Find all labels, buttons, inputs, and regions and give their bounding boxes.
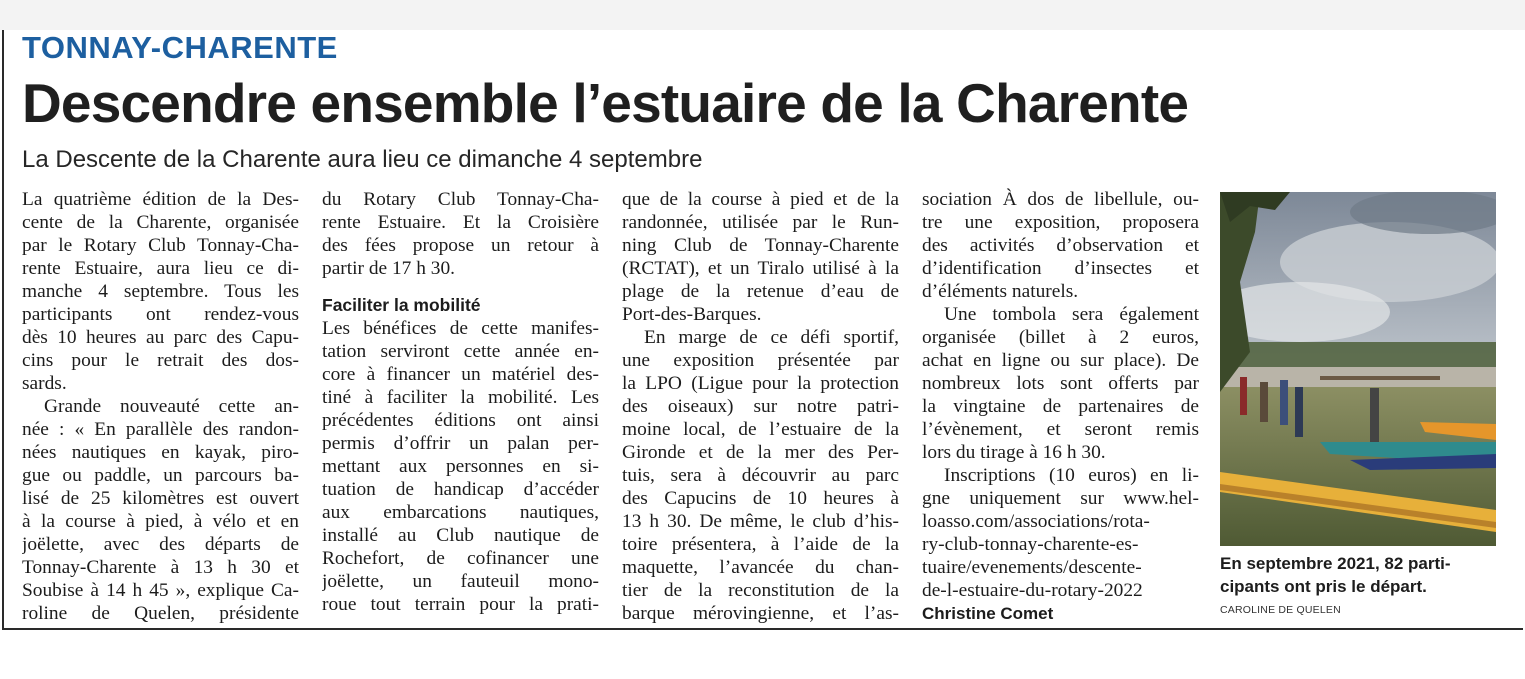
text-line: randonnée, utilisée par le Run-: [622, 212, 899, 233]
text-line: à la course à pied, à vélo et en: [22, 511, 299, 532]
text-line: Les bénéfices de cette manifes-: [322, 318, 599, 339]
text-line: d’identification d’insectes et: [922, 258, 1199, 279]
photo-caption-line-2: cipants ont pris le départ.: [1220, 577, 1427, 596]
photo-caption: [1220, 552, 1505, 598]
text-line: ry-club-tonnay-charente-es-: [922, 534, 1139, 555]
text-line: lisé de 25 kilomètres est ouvert: [22, 488, 299, 509]
text-line: sociation À dos de libellule, ou-: [922, 189, 1199, 210]
text-line: manche 4 septembre. Tous les: [22, 281, 299, 302]
text-line: des activités d’observation et: [922, 235, 1199, 256]
text-line: une exposition présentée par: [622, 350, 899, 371]
text-line: aux embarcations nautiques,: [322, 502, 599, 523]
article-subheadline: La Descente de la Charente aura lieu ce dimanche 4 septembre: [22, 146, 703, 173]
text-line: nées nautiques en kayak, piro-: [22, 442, 299, 463]
text-line: joëlette, un fauteuil mono-: [322, 571, 599, 592]
text-line: joëlette, avec des départs de: [22, 534, 299, 555]
text-line: tre une exposition, proposera: [922, 212, 1199, 233]
text-line: loasso.com/associations/rota-: [922, 511, 1150, 532]
text-line: tuation de handicap d’accéder: [322, 479, 599, 500]
text-line: née : « En parallèle des randon-: [22, 419, 299, 440]
article-column-1: [22, 188, 299, 625]
text-line: core à financer un matériel des-: [322, 364, 599, 385]
text-line: des oiseaux) sur notre patri-: [622, 396, 899, 417]
text-line: précédentes éditions ont ainsi: [322, 410, 599, 431]
text-line: d’éléments naturels.: [922, 281, 1079, 302]
text-line: la vingtaine de partenaires de: [922, 396, 1199, 417]
text-line: Grande nouveauté cette an-: [44, 396, 299, 417]
photo-caption-line-1: En septembre 2021, 82 parti-: [1220, 554, 1451, 573]
text-line: maquette, l’avancée du chan-: [622, 557, 899, 578]
text-line: toire présentera, à l’aide de la: [622, 534, 899, 555]
text-line: Une tombola sera également: [944, 304, 1199, 325]
text-line: rente Estuaire. Et la Croisière: [322, 212, 599, 233]
article-column-4: [922, 188, 1199, 625]
text-line: nombreux lots sont offerts par: [922, 373, 1199, 394]
text-line: Tonnay-Charente à 13 h 30 et: [22, 557, 299, 578]
photo-credit: CAROLINE DE QUELEN: [1220, 604, 1341, 616]
text-line: lors du tirage à 16 h 30.: [922, 442, 1106, 463]
article-column-3: [622, 188, 899, 625]
article-column-2: [322, 188, 599, 616]
text-line: des fées propose un retour à: [322, 235, 599, 256]
text-line: du Rotary Club Tonnay-Cha-: [322, 189, 599, 210]
text-line: gne uniquement sur www.hel-: [922, 488, 1199, 509]
text-line: Soubise à 14 h 45 », explique Ca-: [22, 580, 299, 601]
text-line: Inscriptions (10 euros) en li-: [944, 465, 1199, 486]
kayak-photo: [1220, 192, 1496, 546]
text-line: 13 h 30. De même, le club d’his-: [622, 511, 899, 532]
text-line: roue tout terrain pour la prati-: [322, 594, 599, 615]
text-line: rente Estuaire, aura lieu ce di-: [22, 258, 299, 279]
text-line: la LPO (Ligue pour la protection: [622, 373, 899, 394]
text-line: cente de la Charente, organisée: [22, 212, 299, 233]
text-line: Gironde et de la mer des Per-: [622, 442, 899, 463]
text-line: de-l-estuaire-du-rotary-2022: [922, 580, 1143, 601]
article-headline: Descendre ensemble l’estuaire de la Charente: [22, 72, 1189, 134]
text-line: plage de la retenue d’eau de: [622, 281, 899, 302]
author-signature: Christine Comet: [922, 604, 1054, 623]
text-line: mettant aux personnes en si-: [322, 456, 599, 477]
text-line: La quatrième édition de la Des-: [22, 189, 299, 210]
text-line: l’évènement, et seront remis: [922, 419, 1199, 440]
text-line: des Capucins de 10 heures à: [622, 488, 899, 509]
text-line: tuis, sera à découvrir au parc: [622, 465, 899, 486]
text-line: permis d’offrir un palan per-: [322, 433, 599, 454]
text-line: organisée (billet à 2 euros,: [922, 327, 1199, 348]
text-line: barque mérovingienne, et l’as-: [622, 603, 899, 624]
text-line: partir de 17 h 30.: [322, 258, 456, 279]
text-line: sards.: [22, 373, 67, 394]
text-line: (RCTAT), et un Tiralo utilisé à la: [622, 258, 899, 279]
text-line: par le Rotary Club Tonnay-Cha-: [22, 235, 299, 256]
text-line: tuaire/evenements/descente-: [922, 557, 1142, 578]
text-line: achat en ligne ou sur place). De: [922, 350, 1199, 371]
section-kicker: TONNAY-CHARENTE: [22, 30, 338, 65]
top-background-band: [0, 0, 1525, 30]
text-line: ning Club de Tonnay-Charente: [622, 235, 899, 256]
text-line: tiné à faciliter la mobilité. Les: [322, 387, 599, 408]
intertitle: Faciliter la mobilité: [322, 295, 481, 315]
text-line: Port-des-Barques.: [622, 304, 762, 325]
text-line: tation serviront cette année en-: [322, 341, 599, 362]
text-line: gue ou paddle, un parcours ba-: [22, 465, 299, 486]
text-line: cins pour le retrait des dos-: [22, 350, 299, 371]
text-line: En marge de ce défi sportif,: [644, 327, 899, 348]
text-line: Rochefort, de cofinancer une: [322, 548, 599, 569]
text-line: installé au Club nautique de: [322, 525, 599, 546]
text-line: dès 10 heures au parc des Capu-: [22, 327, 299, 348]
text-line: roline de Quelen, présidente: [22, 603, 299, 624]
text-line: que de la course à pied et de la: [622, 189, 899, 210]
text-line: tier de la reconstitution de la: [622, 580, 899, 601]
text-line: participants ont rendez-vous: [22, 304, 299, 325]
paragraph-gap: [322, 280, 599, 294]
text-line: moine local, de l’estuaire de la: [622, 419, 899, 440]
